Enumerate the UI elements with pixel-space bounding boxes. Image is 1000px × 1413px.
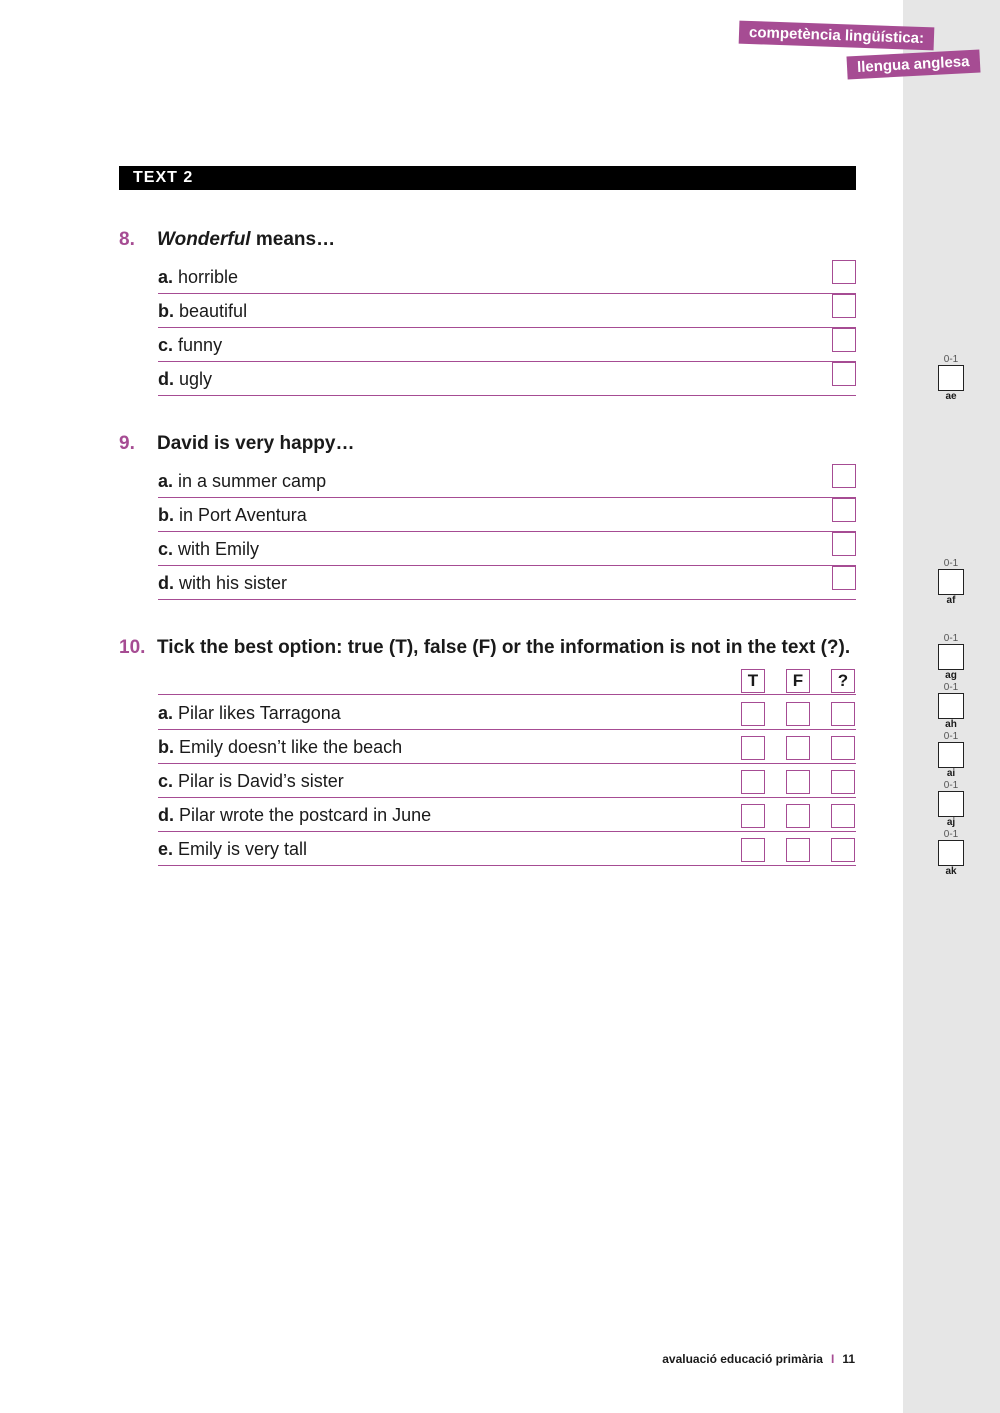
answer-checkbox[interactable]: [832, 328, 856, 352]
true-checkbox[interactable]: [741, 804, 765, 828]
column-header-unknown: ?: [831, 669, 855, 693]
answer-checkbox[interactable]: [832, 464, 856, 488]
option-text: in Port Aventura: [179, 505, 307, 525]
score-input[interactable]: [938, 569, 964, 595]
question-number: 10.: [119, 637, 146, 658]
option-text: ugly: [179, 369, 213, 389]
unknown-checkbox[interactable]: [831, 736, 855, 760]
score-box-ag: [938, 633, 964, 681]
score-box-af: [938, 558, 964, 606]
statement-letter: e.: [158, 839, 174, 859]
statement-letter: c.: [158, 771, 174, 791]
statement-row: [158, 799, 856, 832]
score-input[interactable]: [938, 742, 964, 768]
answer-checkbox[interactable]: [832, 566, 856, 590]
statement-text: Pilar likes Tarragona: [178, 703, 341, 723]
answer-checkbox[interactable]: [832, 532, 856, 556]
statement-text: Emily is very tall: [178, 839, 308, 859]
question-9: [119, 433, 354, 455]
score-range: 0-1: [943, 558, 959, 569]
score-input[interactable]: [938, 791, 964, 817]
false-checkbox[interactable]: [786, 736, 810, 760]
score-code: ak: [945, 866, 957, 877]
score-range: 0-1: [943, 682, 959, 693]
score-box-ah: [938, 682, 964, 730]
true-checkbox[interactable]: [741, 736, 765, 760]
option-letter: d.: [158, 573, 174, 593]
option-letter: a.: [158, 471, 174, 491]
false-checkbox[interactable]: [786, 804, 810, 828]
true-checkbox[interactable]: [741, 770, 765, 794]
false-checkbox[interactable]: [786, 702, 810, 726]
question-8: [119, 229, 335, 251]
option-text: with his sister: [179, 573, 288, 593]
score-code: ae: [945, 391, 957, 402]
option-letter: d.: [158, 369, 174, 389]
option-text: funny: [178, 335, 223, 355]
score-code: af: [946, 595, 956, 606]
page-footer: [662, 1352, 855, 1366]
question-10: [119, 637, 850, 659]
subject-tag-language: llengua anglesa: [846, 50, 980, 80]
option-row: [158, 363, 856, 396]
question-number: 9.: [119, 433, 135, 454]
statement-row: [158, 731, 856, 764]
subject-tag: competència lingüística:: [739, 21, 935, 51]
option-letter: b.: [158, 301, 174, 321]
divider: [158, 694, 856, 695]
question-keyword: Wonderful: [157, 229, 251, 250]
score-code: ag: [945, 670, 957, 681]
option-row: [158, 533, 856, 566]
question-number: 8.: [119, 229, 135, 250]
answer-checkbox[interactable]: [832, 260, 856, 284]
option-text: in a summer camp: [178, 471, 327, 491]
score-input[interactable]: [938, 644, 964, 670]
score-input[interactable]: [938, 365, 964, 391]
answer-checkbox[interactable]: [832, 294, 856, 318]
option-letter: c.: [158, 335, 174, 355]
score-input[interactable]: [938, 693, 964, 719]
statement-letter: a.: [158, 703, 174, 723]
option-row: [158, 329, 856, 362]
statement-row: [158, 765, 856, 798]
score-input[interactable]: [938, 840, 964, 866]
option-row: [158, 499, 856, 532]
score-box-aj: [938, 780, 964, 828]
unknown-checkbox[interactable]: [831, 838, 855, 862]
statement-letter: b.: [158, 737, 174, 757]
option-letter: a.: [158, 267, 174, 287]
true-checkbox[interactable]: [741, 702, 765, 726]
score-box-ak: [938, 829, 964, 877]
option-text: horrible: [178, 267, 239, 287]
footer-separator: I: [830, 1352, 835, 1366]
false-checkbox[interactable]: [786, 770, 810, 794]
answer-checkbox[interactable]: [832, 498, 856, 522]
score-range: 0-1: [943, 633, 959, 644]
statement-letter: d.: [158, 805, 174, 825]
column-header-true: T: [741, 669, 765, 693]
footer-text: avaluació educació primària: [662, 1352, 823, 1366]
true-checkbox[interactable]: [741, 838, 765, 862]
option-row: [158, 261, 856, 294]
option-row: [158, 567, 856, 600]
score-range: 0-1: [943, 780, 959, 791]
false-checkbox[interactable]: [786, 838, 810, 862]
question-text: means…: [250, 229, 336, 250]
question-text: Tick the best option: true (T), false (F) or the information is not in the text (?).: [157, 637, 851, 658]
statement-text: Emily doesn’t like the beach: [179, 737, 403, 757]
statement-text: Pilar wrote the postcard in June: [179, 805, 432, 825]
score-code: ah: [945, 719, 957, 730]
option-row: [158, 295, 856, 328]
option-text: beautiful: [179, 301, 248, 321]
page-number: 11: [842, 1352, 855, 1366]
score-range: 0-1: [943, 731, 959, 742]
option-letter: b.: [158, 505, 174, 525]
score-code: ai: [946, 768, 956, 779]
statement-row: [158, 697, 856, 730]
option-row: [158, 465, 856, 498]
score-box-ai: [938, 731, 964, 779]
score-range: 0-1: [943, 829, 959, 840]
column-header-false: F: [786, 669, 810, 693]
option-text: with Emily: [178, 539, 260, 559]
question-text: David is very happy…: [157, 433, 355, 454]
answer-checkbox[interactable]: [832, 362, 856, 386]
score-range: 0-1: [943, 354, 959, 365]
statement-text: Pilar is David’s sister: [178, 771, 344, 791]
statement-row: [158, 833, 856, 866]
score-code: aj: [946, 817, 956, 828]
section-title: TEXT 2: [119, 166, 856, 190]
unknown-checkbox[interactable]: [831, 770, 855, 794]
unknown-checkbox[interactable]: [831, 702, 855, 726]
option-letter: c.: [158, 539, 174, 559]
unknown-checkbox[interactable]: [831, 804, 855, 828]
score-box-ae: [938, 354, 964, 402]
